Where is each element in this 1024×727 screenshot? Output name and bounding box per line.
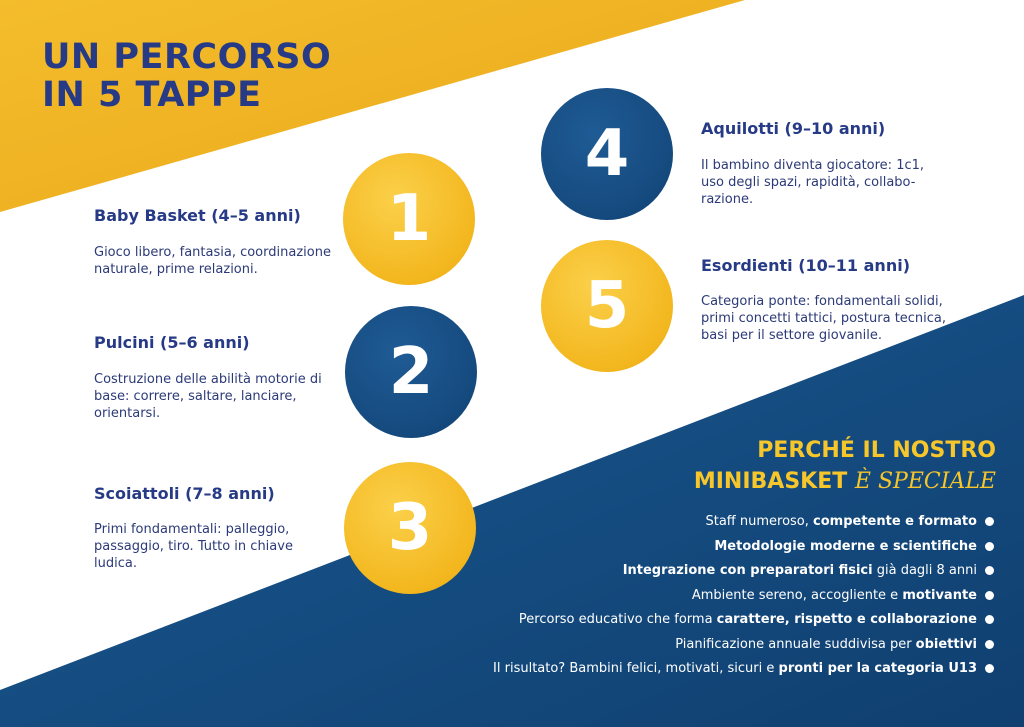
step-2-number: 2: [388, 335, 434, 409]
bullet-icon: [985, 615, 994, 624]
bullet-icon: [985, 542, 994, 551]
special-heading: [694, 435, 996, 497]
feature-highlight: Metodologie moderne e scientifiche: [714, 538, 977, 554]
feature-highlight: carattere, rispetto e collaborazione: [716, 612, 977, 627]
features-list: [493, 510, 994, 682]
feature-item: [493, 559, 994, 584]
feature-item: [493, 510, 994, 535]
step-4-number: 4: [584, 117, 630, 191]
step-1-circle: [343, 153, 475, 285]
special-heading-line-2: [694, 466, 996, 497]
step-3-title: Scoiattoli (7–8 anni): [94, 484, 275, 503]
feature-item: [493, 608, 994, 633]
feature-text: Il risultato? Bambini felici, motivati, sicuri e: [493, 661, 779, 676]
bullet-icon: [985, 566, 994, 575]
feature-text: Ambiente sereno, accogliente e: [691, 587, 903, 603]
step-4-title: Aquilotti (9–10 anni): [701, 119, 886, 138]
title-line-2: IN 5 TAPPE: [42, 75, 262, 115]
step-1-title: Baby Basket (4–5 anni): [94, 206, 301, 225]
step-5-title: Esordienti (10–11 anni): [701, 256, 911, 275]
page-title: [42, 38, 331, 114]
special-heading-emphasis: È SPECIALE: [854, 469, 996, 494]
step-4-description: Il bambino diventa giocatore: 1c1, uso degli spazi, rapidità, collabo-razione.: [701, 158, 925, 207]
step-1-number: 1: [386, 182, 432, 256]
bullet-icon: [985, 517, 994, 526]
bullet-icon: [985, 664, 994, 673]
feature-text: Percorso educativo che forma: [518, 612, 717, 627]
bullet-icon: [985, 640, 994, 649]
feature-highlight: Integrazione con preparatori fisici: [622, 563, 873, 578]
title-line-1: UN PERCORSO: [42, 37, 332, 77]
feature-highlight: competente e formato: [813, 514, 977, 529]
feature-item: [493, 584, 994, 609]
step-3-number: 3: [387, 491, 433, 565]
feature-highlight: pronti per la categoria U13: [778, 661, 977, 676]
step-3-circle: [344, 462, 476, 594]
feature-highlight: obiettivi: [915, 636, 977, 652]
feature-item: [493, 633, 994, 658]
step-5-description: Categoria ponte: fondamentali solidi, primi concetti tattici, postura tecnica, basi per il settore giovanile.: [701, 294, 947, 343]
step-2-description: Costruzione delle abilità motorie di base: correre, saltare, lanciare, orientarsi.: [94, 372, 322, 421]
step-2-title: Pulcini (5–6 anni): [94, 333, 250, 352]
step-5-circle: [541, 240, 673, 372]
step-2-circle: [345, 306, 477, 438]
feature-item: [493, 657, 994, 682]
step-1-description: Gioco libero, fantasia, coordinazione naturale, prime relazioni.: [94, 245, 331, 277]
feature-text: Pianificazione annuale suddivisa per: [675, 636, 916, 652]
step-3-description: Primi fondamentali: palleggio, passaggio, tiro. Tutto in chiave ludica.: [94, 522, 293, 571]
special-heading-line-1: PERCHÉ IL NOSTRO: [757, 438, 996, 463]
feature-text: già dagli 8 anni: [872, 563, 977, 578]
step-4-circle: [541, 88, 673, 220]
feature-text: Staff numeroso,: [705, 514, 814, 529]
feature-highlight: motivante: [902, 587, 977, 603]
step-5-number: 5: [584, 269, 630, 343]
feature-item: [493, 535, 994, 560]
bullet-icon: [985, 591, 994, 600]
special-heading-main: MINIBASKET: [693, 469, 848, 494]
